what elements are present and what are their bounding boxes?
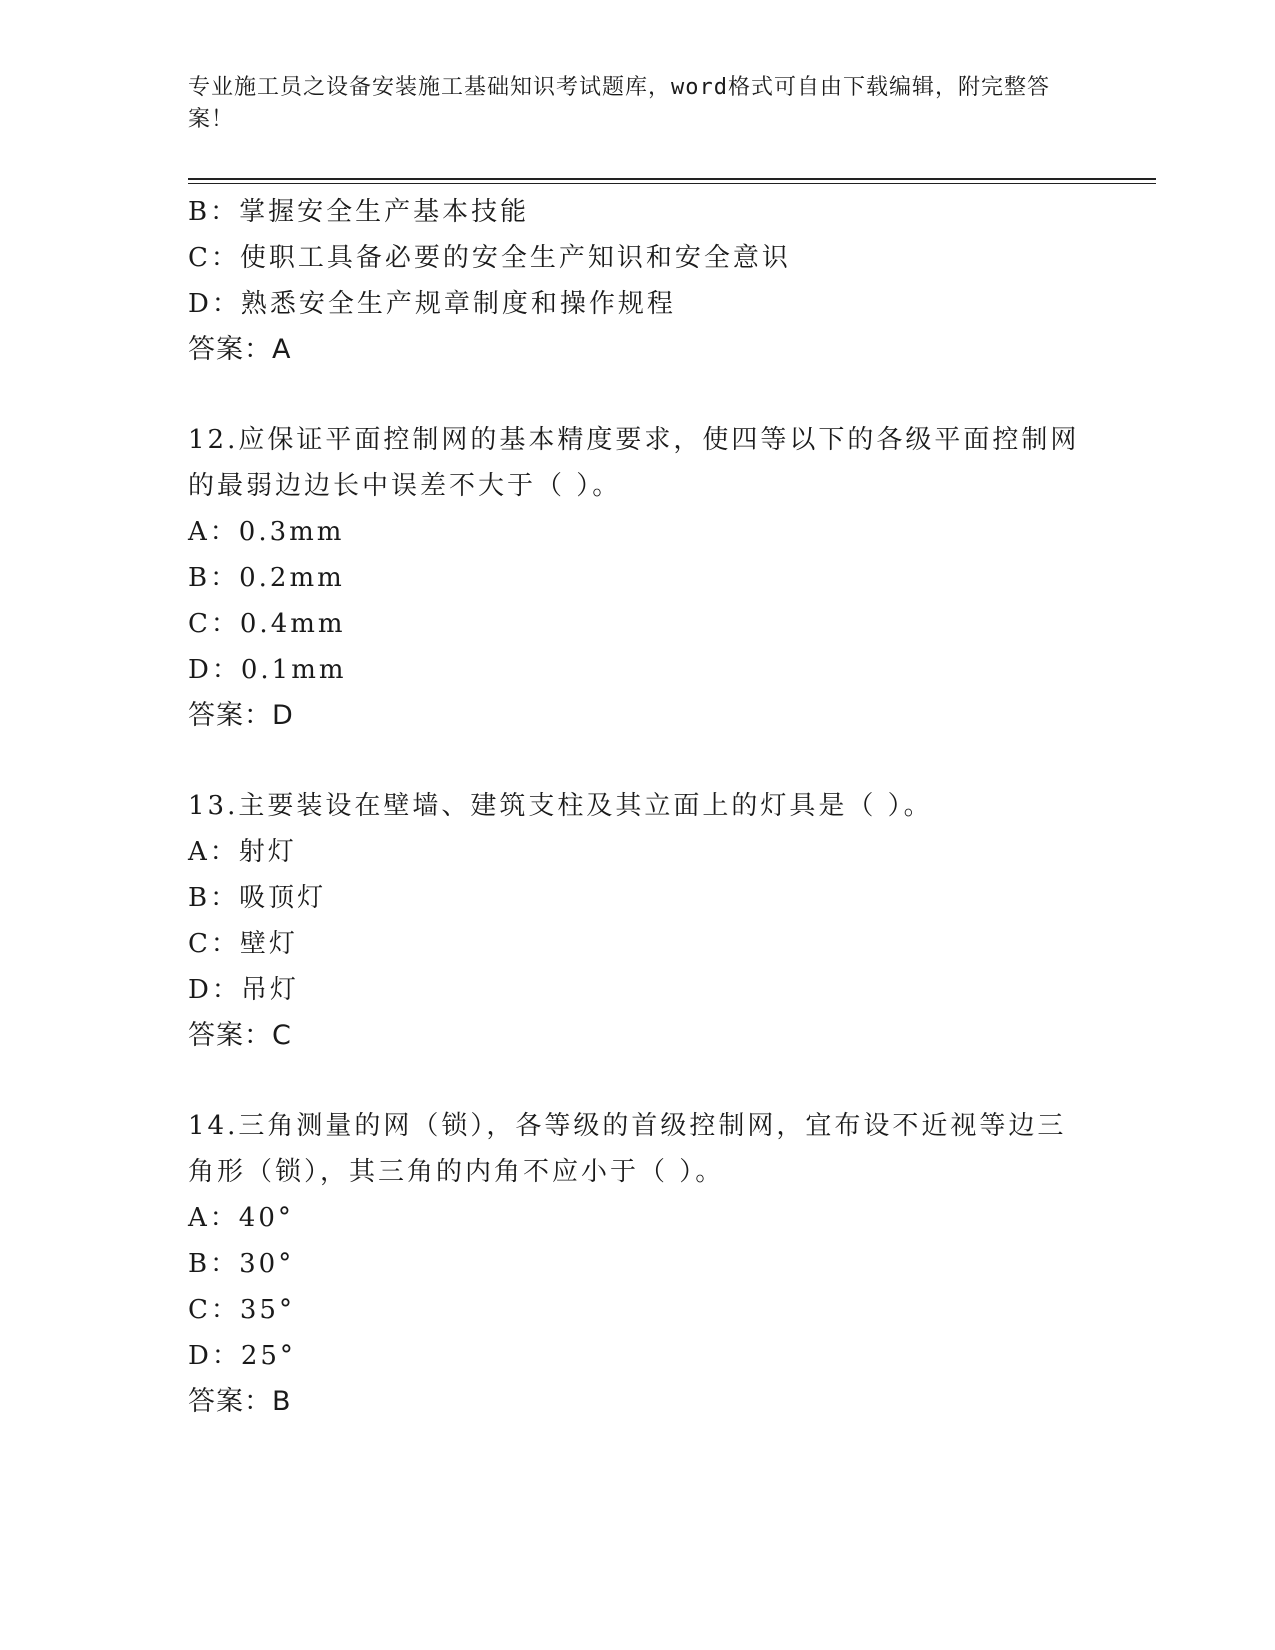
question-list — [188, 189, 1088, 1425]
question-text: 13.主要装设在壁墙、建筑支柱及其立面上的灯具是（ ）。 — [188, 791, 933, 821]
option-d: D：25° — [188, 1341, 296, 1371]
question-block-11 — [188, 189, 1088, 373]
question-text: 14.三角测量的网（锁），各等级的首级控制网，宜布设不近视等边三角形（锁），其三角的内角不应小于（ ）。 — [188, 1111, 1067, 1187]
option-c: C：0.4mm — [188, 609, 346, 639]
question-block-14 — [188, 1103, 1088, 1425]
option-b: B：掌握安全生产基本技能 — [188, 197, 530, 227]
option-c: C：壁灯 — [188, 929, 298, 959]
question-block-13 — [188, 783, 1088, 1059]
option-d: D：0.1mm — [188, 655, 347, 685]
option-c: C：使职工具备必要的安全生产知识和安全意识 — [188, 243, 791, 273]
spacer — [188, 739, 1088, 783]
option-b: B：0.2mm — [188, 563, 345, 593]
answer-line: 答案：B — [188, 1386, 292, 1417]
option-d: D：吊灯 — [188, 975, 299, 1005]
answer-line: 答案：D — [188, 700, 294, 731]
option-a: A：40° — [188, 1203, 294, 1233]
document-header — [188, 72, 1078, 136]
option-b: B：吸顶灯 — [188, 883, 327, 913]
option-a: A：射灯 — [188, 837, 297, 867]
header-divider-thin — [188, 183, 1156, 184]
answer-line: 答案：C — [188, 1020, 292, 1051]
header-divider-thick — [188, 178, 1156, 180]
question-text: 12.应保证平面控制网的基本精度要求，使四等以下的各级平面控制网的最弱边边长中误差不大于（ ）。 — [188, 425, 1080, 501]
option-c: C：35° — [188, 1295, 295, 1325]
spacer — [188, 1059, 1088, 1103]
answer-line: 答案：A — [188, 334, 292, 365]
question-block-12 — [188, 417, 1088, 739]
option-b: B：30° — [188, 1249, 295, 1279]
spacer — [188, 373, 1088, 417]
option-a: A：0.3mm — [188, 517, 345, 547]
header-title: 专业施工员之设备安装施工基础知识考试题库，word格式可自由下载编辑，附完整答案！ — [188, 75, 1050, 132]
option-d: D：熟悉安全生产规章制度和操作规程 — [188, 289, 676, 319]
